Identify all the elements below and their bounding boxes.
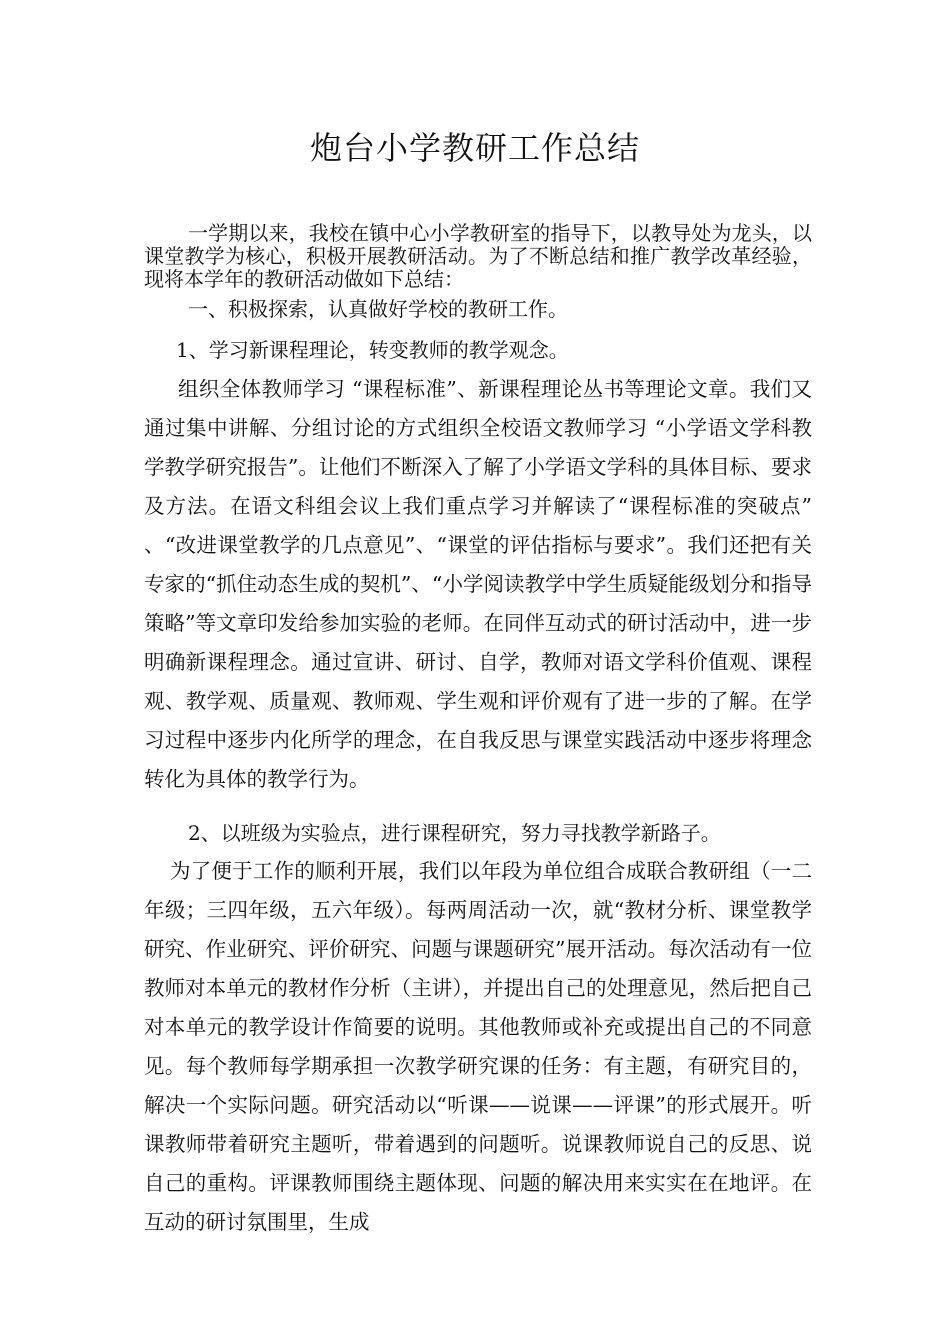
subsection-2-heading: 2、以班级为实验点，进行课程研究，努力寻找教学新路子。 bbox=[188, 821, 721, 845]
intro-paragraph: 一学期以来，我校在镇中心小学教研室的指导下，以教导处为龙头，以课堂教学为核心，积极开展教研活动。为了不断总结和推广教学改革经验，现将本学年的教研活动做如下总结： bbox=[144, 221, 812, 291]
subsection-1-heading: 1、学习新课程理论，转变教师的教学观念。 bbox=[176, 338, 569, 362]
subsection-2-body: 为了便于工作的顺利开展，我们以年段为单位组合成联合教研组（一二年级；三四年级，五六年级）。每两周活动一次，就“教材分析、课堂教学研究、作业研究、评价研究、问题与课题研究”展开活动。每次活动有一位教师对本单元的教材作分析（主讲），并提出自己的处理意见，然后把自己对本单元的教学设计作简要的说明。其他教师或补充或提出自己的不同意见。每个教师每学期承担一次教学研究课的任务：有主题，有研究目的，解决一个实际问题。研究活动以“听课——说课——评课”的形式展开。听课教师带着研究主题听，带着遇到的问题听。说课教师说自己的反思、说自己的重构。评课教师围绕主题体现、问题的解决用来实实在在地评。在互动的研讨氛围里，生成 bbox=[144, 859, 812, 1234]
document-title: 炮台小学教研工作总结 bbox=[309, 129, 640, 167]
subsection-1-body: 组织全体教师学习 “课程标准”、新课程理论丛书等理论文章。我们又通过集中讲解、分组讨论的方式组织全校语文教师学习 “小学语文学科教学教学研究报告”。让他们不断深入了解了小学语文学科的具体目标、要求及方法。在语文科组会议上我们重点学习并解读了“课程标准的突破点” 、“改进课堂教学的几点意见”、“课堂的评估指标与要求”。我们还把有关专家的“抓住动态生成的契机”、“小学阅读教学中学生质疑能级划分和指导策略”等文章印发给参加实验的老师。在同伴互动式的研讨活动中，进一步明确新课程理念。通过宣讲、研讨、自学，教师对语文学科价值观、课程观、教学观、质量观、教师观、学生观和评价观有了进一步的了解。在学习过程中逐步内化所学的理念，在自我反思与课堂实践活动中逐步将理念转化为具体的教学行为。 bbox=[144, 377, 812, 791]
section-1-heading: 一、积极探索，认真做好学校的教研工作。 bbox=[188, 297, 568, 321]
